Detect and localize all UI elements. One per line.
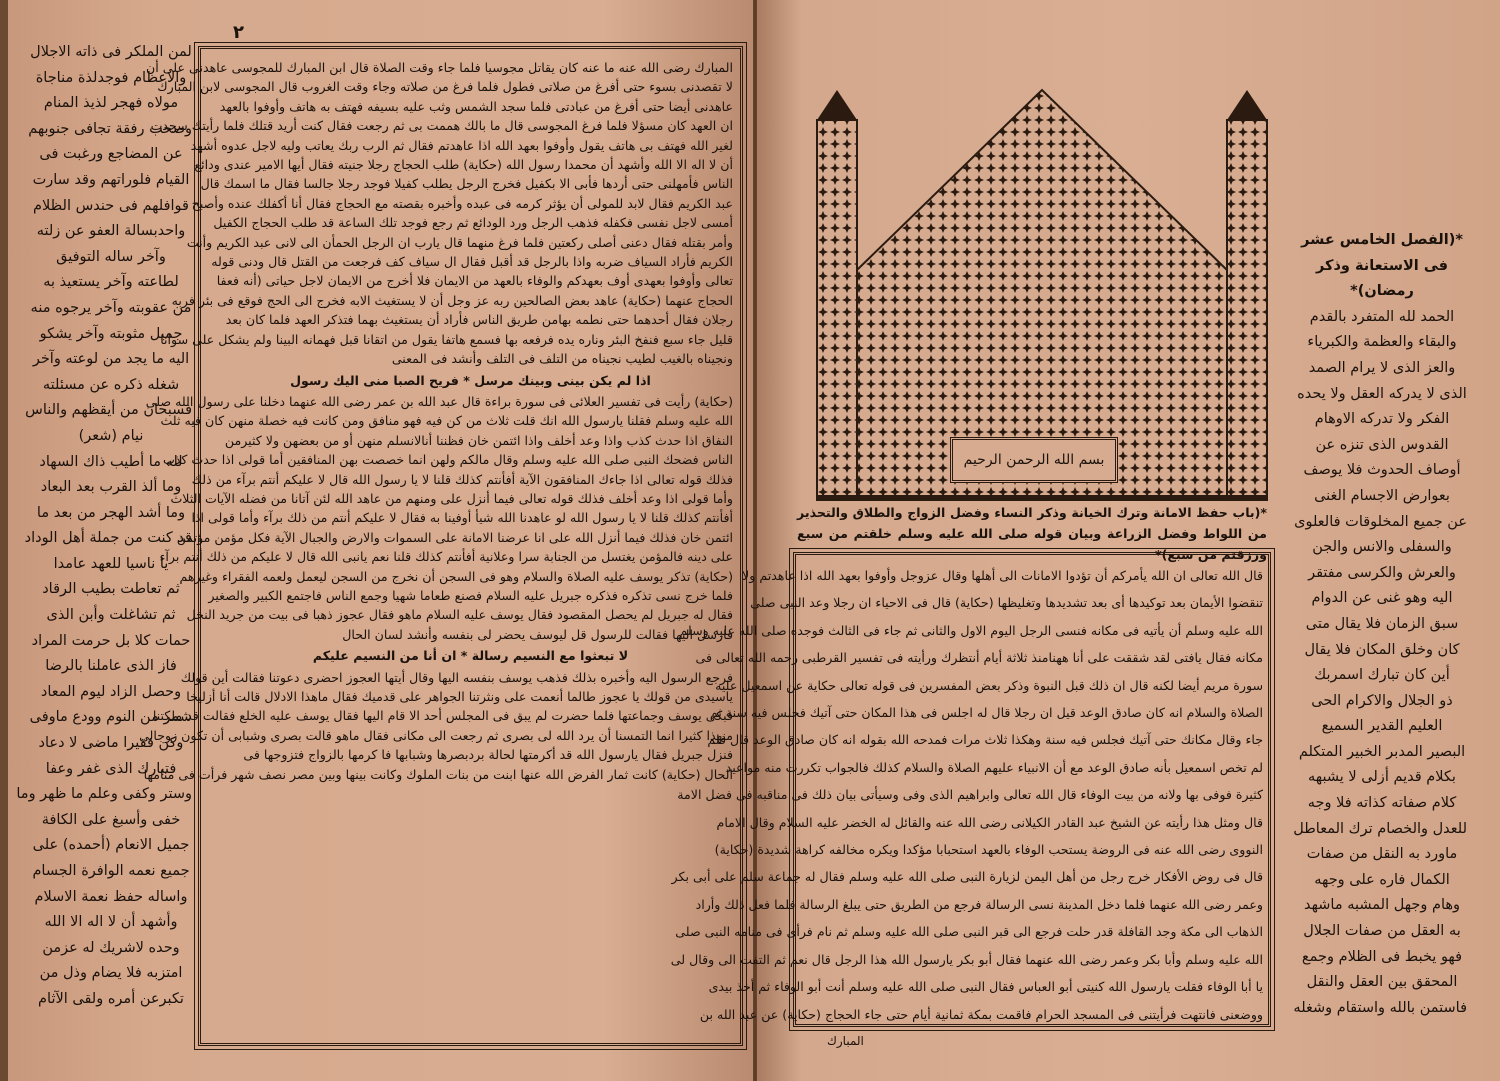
margin-line: حمات كلا بل حرمت المراد — [31, 632, 191, 649]
margin-line: عن جميع المخلوقات فالعلوى — [1294, 513, 1467, 530]
text-line: النووى رضى الله عنه فى الروضة يستحب الوفاء بالعهد استحبابا مؤكدا ويكره مخالفه كراهة شديدة (حكاية) — [714, 842, 1263, 858]
margin-line: فهو يخبط فى الظلام وجمع — [1301, 948, 1463, 965]
main-text-body — [670, 562, 1263, 1028]
text-line: وأمر بقتله فقال دعنى أصلى ركعتين فلما فرغ منهما قال يارب ان الرجل الحمأن الى لانى عبد الكريم وأنت — [186, 234, 733, 250]
basmala-box: بسم الله الرحمن الرحيم — [950, 437, 1118, 483]
margin-line: لطاعته وآخر يستعيذ به — [43, 274, 179, 291]
text-line: فبكى يوسف وجماعتها فلما حضرت لم يبق فى المجلس أحد الا قام اليها فقال يوسف عليه الخلع فقالت قد ملكتنا — [152, 708, 733, 724]
text-line: سورة مريم أيضا لكنه قال ان ذلك قبل النبوة وذكر بعض المفسرين فى قوله تعالى حكاية عن اسمعيل عليه — [715, 677, 1263, 693]
margin-line: وكن فقيرا ماضى لا دعاد — [38, 735, 184, 752]
text-line: منهذا كثيرا انما التمسنا أن يرد الله لى بصرى ثم رجعت الى مكانى فقال ماهو قالت بصرى وشبابى أن تكون زوجالى — [139, 727, 733, 743]
text-line: الله عليه وسلم أن يأتيه فى مكانه فنسى الرجل اليوم الاول والثانى ثم جاء فى الثالث فوجده صلى الله عليه وسلم — [679, 622, 1263, 638]
margin-line: وما أشد الهجر من بعد ما — [36, 504, 186, 521]
text-line: عاهدنى أيضا حتى أفرغ من عبادتى فلما سجد الشمس وثب عليه بسيفه فهتف به هاتف وأوفوا بالعهد — [219, 98, 733, 114]
margin-line: جميل الانعام (أحمده) على — [32, 837, 190, 854]
text-line: عبد الكريم فقال لابد للمولى أن يؤثر كرمه فى عبده وأخبره بقصته مع الحجاج فقال أنا أكفلك عنده وأصبح — [191, 195, 733, 211]
margin-line: والعز الذى لا يرام الصمد — [1308, 359, 1456, 376]
margin-line: والسفلى والانس والجن — [1312, 539, 1452, 556]
text-line: قال فى روض الأفكار خرج رجل من أهل اليمن لزيارة النبى صلى الله عليه وسلم فقال له جماعة سلم على أبى بكر — [671, 869, 1263, 885]
main-text-body — [139, 58, 733, 784]
margin-line: *(الفصل الخامس عشر — [1301, 232, 1463, 248]
text-line: تعالى وأوفوا بعهدى أوف بعهدكم والوفاء بالعهد من الايمان فلا أخرج من الايمان لاجل حياتى (أنه فعفا — [216, 273, 733, 289]
margin-line: القدوس الذى تنزه عن — [1315, 436, 1449, 453]
margin-line: كلام صفاته كذاته فلا وجه — [1307, 795, 1457, 812]
page-number: ٢ — [233, 22, 244, 43]
text-line: فرجع الرسول اليه وأخبره بذلك فذهب يوسف بنفسه اليها وقال أيتها العجوز احضرى دعوتنا فقالت أين قولك — [180, 669, 733, 685]
margin-line: قوافلهم فى حندس الظلام — [33, 197, 189, 214]
margin-line: أوصاف الحدوث فلا يوصف — [1303, 462, 1461, 479]
margin-line: واحدبسالة العفو عن زلته — [36, 223, 186, 240]
margin-line: القيام فلوراتهم وقد سارت — [32, 171, 190, 188]
margin-line: واساله حفظ نعمة الاسلام — [34, 888, 188, 905]
text-line: يا أبا الوفاء فقلت يارسول الله كنيتى أبو العباس فقال النبى صلى الله عليه وسلم أنت أبو الوفاء ثم أخذ بيدى — [708, 979, 1263, 995]
text-line: الحال (حكاية) كانت ثمار الفرض الله عنها ابنت من بنات الملوك وكانت بينها وبين مصر نصف شهر فرأت فى منامها — [143, 766, 733, 782]
margin-line: المحقق بين العقل والنقل — [1306, 974, 1458, 991]
margin-line: به العقل من صفات الجلال — [1303, 923, 1461, 940]
text-line: النفاق اذا حدث كذب واذا وعد أخلف واذا ائتمن خان فظننا أنالانسلم منهن أو من بعضهن ولا كثيرمن — [224, 432, 733, 448]
text-line: الذهاب الى مكة وجد القافلة قدر حلت فرجع الى قبر النبى صلى الله عليه وسلم ثم نام فرأى فى منامه النبى صلى — [675, 924, 1263, 940]
text-line: على دينه فالمؤمن يغتسل من الجنابة سرا وعلانية أفأنتم كذلك قلنا نعم يانبى الله قال لا عليكم من ذلك أنتم برآء — [159, 549, 733, 565]
right-page — [670, 0, 1500, 1081]
margin-line: أين كان تبارك اسمربك — [1314, 667, 1450, 684]
margin-line: الحمد لله المتفرد بالقدم — [1309, 308, 1455, 325]
margin-line: لمن الملكر فى ذاته الاجلال — [30, 44, 192, 60]
margin-line: وما ألذ القرب بعد البعاد — [40, 479, 182, 496]
margin-line: شمر من النوم وودع ماوفى — [29, 709, 192, 726]
margin-line: اليه وهو غنى عن الدوام — [1311, 590, 1453, 607]
margin-line: شغله ذكره عن مسئلته — [42, 376, 180, 393]
margin-line: من عقوبته وآخر يرجوه منه — [30, 299, 192, 316]
catchword: المبارك — [827, 1034, 864, 1048]
margin-line: امتزبه فلا يضام وذل من — [39, 965, 183, 982]
text-line: قال الله تعالى ان الله يأمركم أن تؤدوا الامانات الى أهلها وقال عزوجل وأوفوا بعهد الله اذا عاهدتم ولا — [742, 568, 1263, 583]
margin-line: ثم تعاطت بطيب الرقاد — [42, 581, 180, 598]
margin-line: فى الاستعانة وذكر — [1316, 257, 1448, 274]
margin-line: وستر وكفى وعلم ما ظهر وما — [16, 786, 192, 803]
margin-line: وحصل الزاد ليوم المعاد — [40, 683, 182, 700]
text-line: ائتمن خان فذلك فيما أنزل الله على انا عرضنا الامانة على السموات والارض والجبال الآية فكل مؤمن مؤتمن — [176, 529, 733, 545]
margin-line: جميع نعمه الوافرة الجسام — [32, 863, 190, 879]
margin-line: وهام وجهل المشبه ماشهد — [1303, 897, 1461, 914]
text-line: جاء وقال مكانك حتى آتيك فجلس فيه سنة وهكذا ثلاث مرات فمدحه الله بقوله انه كان صادق الوعد قال فلم — [707, 732, 1263, 748]
text-line: الله عليه وسلم فقلنا يارسول الله انك قلت ثلاث من كن فيه فهو منافق ومن كانت فيه خصلة منهن كان فيه ثلث — [160, 413, 733, 429]
margin-line: نيام (شعر) — [78, 427, 144, 444]
text-line: قليل جاء سبع فنفخ البئر وناره يده فرفعه بها فسمع هاتفا يقول من اتقانا قبل فهمانه البينا ولم يشكل على سوانا — [160, 331, 733, 347]
margin-line: ماورد به النقل من صفات — [1306, 846, 1458, 863]
margin-line: وصحب رفقة تجافى جنوبهم — [28, 120, 192, 137]
text-line: قال ومثل هذا رأيته عن الشيخ عبد القادر الكيلانى رضى الله عنه والقائل له الخضر عليه السلام وقال الامام — [716, 814, 1263, 830]
left-page — [8, 0, 753, 1081]
text-line: لا تقصدنى بسوء حتى أفرغ من صلاتى فطول فلما فرغ من صلاته وجاء وقت الغروب قال المجوسى لابن المبارك — [157, 79, 733, 95]
margin-line: والعرش والكرسى مفتقر — [1308, 564, 1456, 581]
chapter-heading: *(باب حفظ الامانة وترك الخيانة وذكر النساء وفضل الزواج والطلاق والتحذير من اللواط وفضل الزراعة وبيان قوله صلى الله عليه وسلم خلقتم من سبع ورزقتم من سبع)* — [797, 505, 1267, 562]
margin-line: كان وخلق المكان فلا يقال — [1304, 641, 1460, 658]
text-line: فارسل اليها فقالت للرسول قل ليوسف يحضر لى بنفسه وأنشد لسان الحال — [342, 626, 733, 642]
verse-line: اذا لم يكن بينى وبينك مرسل * فريح الصبا منى اليك رسول — [290, 372, 651, 388]
text-line: وعمر رضى الله عنهما فلما دخل المدينة نسى الرسالة فرجع من الطريق حتى يبلغ الرسالة فلما فعل ذلك وأراد — [695, 896, 1263, 912]
text-line: الناس فأمهلنى حتى أردها فأبى الا بكفيل فخرج الرجل يطلب كفيلا فوجد رجلا جالسا فقال ما اسمك قال — [200, 176, 733, 192]
margin-line: خفى وأسبغ على الكافة — [41, 811, 181, 828]
margin-line: قد كنت من جملة أهل الوداد — [24, 530, 192, 547]
text-line: تنقضوا الأيمان بعد توكيدها أى بعد تشديدها وتغليظها (حكاية) قال فى الاحياء ان رجلا وعد النبى صلى — [750, 595, 1263, 611]
margin-line: العليم القدير السميع — [1321, 718, 1443, 735]
text-line: فنزل جبريل فقال يارسول الله قد أكرمتها لحالة بردبصرها وشبابها فا كرمها بالزواج فتزوجها فى — [243, 747, 733, 763]
margin-line: ذو الجلال والاكرام الحى — [1311, 692, 1453, 709]
margin-line: اليه ما يجد من لوعته وآخر — [32, 351, 190, 368]
margin-line: بعوارض الاجسام الغنى — [1314, 487, 1450, 504]
text-line: كثيرة فوفى بها ولانه من بيت الوفاء قال الله تعالى وابراهيم الذى وفى وسيأتى بيان ذلك فى مناقبه فى فضل الامة — [677, 787, 1263, 803]
text-line: أن لا اله الا الله وأشهد أن محمدا رسول الله (حكاية) طلب الحجاج رجلا جنيته فقال أيها الامير عندى ودائع — [194, 157, 733, 173]
margin-line: للعدل والخصام ترك المعاطل — [1293, 820, 1467, 837]
margin-line: سبق الزمان فلا يقال متى — [1305, 615, 1459, 632]
verse-line: لا تبعثوا مع النسيم رسالة * ان أنا من النسيم عليكم — [312, 648, 629, 664]
margin-line: البصير المدبر الخبير المتكلم — [1298, 743, 1466, 760]
margin-line: والاعظام فوجدلذة مناجاة — [35, 69, 187, 86]
text-line: فلما خرج نسى تذكره فذكره جبريل عليه السلام فصنع طعاما شهيا وجمع الناس فاجتمع الكبير والصغير — [208, 587, 733, 603]
text-line: أفأنتم كذلك قلنا لا يا رسول الله لو عاهدنا الله شيأ أوفينا به فقال لا عليكم أنتم من ذلك برآء وأما قولى اذا — [191, 510, 733, 526]
margin-line: وحده لاشريك له عزمن — [42, 939, 180, 956]
text-line: الحجاج عنهما (حكاية) عاهد بعض الصالحين ربه عز وجل أن لا يستغيث الابه فخرج الى الحج فوقع فى بئر فربه — [171, 292, 733, 308]
margin-line: فاز الذى عاملنا بالرضا — [45, 658, 177, 675]
margin-line: ثم تشاغلت وأبن الذى — [46, 607, 176, 624]
text-line: ووضعنى فانتهت فرأيتنى فى المسجد الحرام فاقمت بمكة ثمانية أيام حتى جاء الحجاج (حكاية) عن عبد الله بن — [699, 1006, 1263, 1022]
text-line: ونجيناه بالغيب لطيب نجيناه من التلف فى التلف وأنشد فى المعنى — [391, 351, 733, 367]
margin-line: يا ناسيا للعهد عامدا — [53, 555, 169, 572]
margin-line: تكبرعن أمره ولقى الآثام — [38, 990, 184, 1007]
margin-line: وآخر ساله التوفيق — [56, 248, 166, 265]
text-line: الكريم فأراد السياف ضربه واذا بالرجل قد أقبل فقال ال سياف كف فرجعت من القتل قال ودنى قوله — [211, 254, 733, 270]
margin-line: رمضان)* — [1350, 283, 1414, 300]
margin-line: الفكر ولا تدركه الاوهام — [1314, 411, 1450, 428]
margin-line: فسبحان من أيقظهم والناس — [25, 402, 192, 419]
text-line: ياسيدى من قولك يا عجوز طالما أنعمت على ونثرتنا الجواهر على قدميك فقال ماهذا الادلال قالت أنا أزليخا — [186, 689, 733, 704]
text-line: (حكاية) رأيت فى تفسير العلائى فى سورة براءة قال عبد الله بن عمر رضى الله عنهما دخلنا على رسول الله صلى — [145, 393, 733, 409]
text-line: لغير الله فهتف بى هاتف يقول وأوفوا بعهد الله اذا عاهدتم فقال ثم الرب ربك يعاتب وليه لاجل عدوه أشهد — [190, 137, 733, 153]
text-line: مكانه فقال يافتى لقد شققت على أنا ههنامنذ ثلاثة أيام أنتظرك ورأيته فى تفسير القرطبى رحمه الله تعالى فى — [695, 650, 1263, 666]
text-line: الناس فضحك النبى صلى الله عليه وسلم وقال مالكم ولهن انما خصصت بهن المنافقين أما قولى اذا حدث كذب — [162, 452, 733, 468]
text-line: فذلك قوله تعالى اذا جاءك المنافقون الآية أفأنتم كذلك قلنا لا يا رسول الله قال لا عليكم أنتم برآء من ذلك — [191, 471, 733, 487]
text-line: لم تخص اسمعيل بأنه صادق الوعد مع أن الانبياء عليهم الصلاة والسلام كذلك فالجواب تكررت منه مواعيد — [725, 759, 1263, 775]
left-margin-commentary — [16, 40, 192, 1013]
margin-line: والبقاء والعظمة والكبرياء — [1307, 334, 1457, 351]
margin-line: وأشهد أن لا اله الا الله — [44, 914, 178, 931]
text-line: المبارك رضى الله عنه ما عنه كان يقاتل مجوسيا فلما جاء وقت الصلاة قال ابن المبارك للمجوسى عاهدنى على أن — [146, 60, 733, 75]
text-line: أمسى لاجل نفسى فكفله فذهب الرجل ورد الودائع ثم رجع فوجد تلك الساعة قد طلب الحجاج الكفيل — [213, 215, 733, 231]
margin-line: فاستمن بالله واستقام وشغله — [1293, 999, 1467, 1016]
text-line: الصلاة والسلام انه كان صادق الوعد قيل ان رجلا قال له اجلس فى هذا المكان حتى آتيك فجلس فيه سنة ثم — [709, 705, 1263, 721]
margin-line: الذى لا يدركه العقل ولا يحده — [1297, 385, 1467, 402]
margin-line: فتبارك الذى غفر وعفا — [45, 760, 177, 777]
margin-line: بكلام قديم أزلى لا يشبهه — [1308, 769, 1456, 786]
text-line: ان العهد كان مسؤلا فلما فرغ المجوسى قال ما بالك هممت بى ثم رجعت فقال كنت أريد قتلك فلما رأيتك سجدت — [150, 118, 733, 134]
text-line: الله عليه وسلم وأبا بكر وعمر رضى الله عنهما فقال أبو بكر يارسول الله هذا الرجل قال نعم ثم التفت الى وقال لى — [670, 951, 1263, 967]
text-line: وأما قولى اذا وعد أخلف فذلك قوله تعالى فيما أنزل على ومنهم من عاهد الله لئن آتانا من فضله الآيات الثلاث — [170, 490, 733, 506]
margin-line: لله ما أطيب ذاك السهاد — [39, 453, 183, 470]
text-line: رجلان فقال أحدهما حتى نطمه بهامن طريق الناس فأراد أن يستغيث بهما فتذكر العهد فلما كان بعد — [225, 312, 733, 328]
margin-line: مولاه فهجر لذيذ المنام — [43, 95, 179, 112]
margin-line: عن المضاجع ورغبت فى — [39, 146, 183, 163]
text-line: (حكاية) تذكر يوسف عليه الصلاة والسلام وهو فى السجن أن نخرج من السجن ليعمل ولعمه الفقراء وغيرهم — [179, 568, 733, 584]
text-line: فقال له جبريل لم يحصل المقصود فقال يوسف عليه السلام ماهو فقال عجوز ذهبا فى بيت من جريد النخل — [186, 607, 733, 623]
margin-line: جميل مثوبته وآخر يشكو — [39, 325, 183, 342]
margin-line: الكمال فاره على وجهه — [1314, 871, 1450, 888]
right-margin-commentary — [1293, 228, 1467, 1021]
